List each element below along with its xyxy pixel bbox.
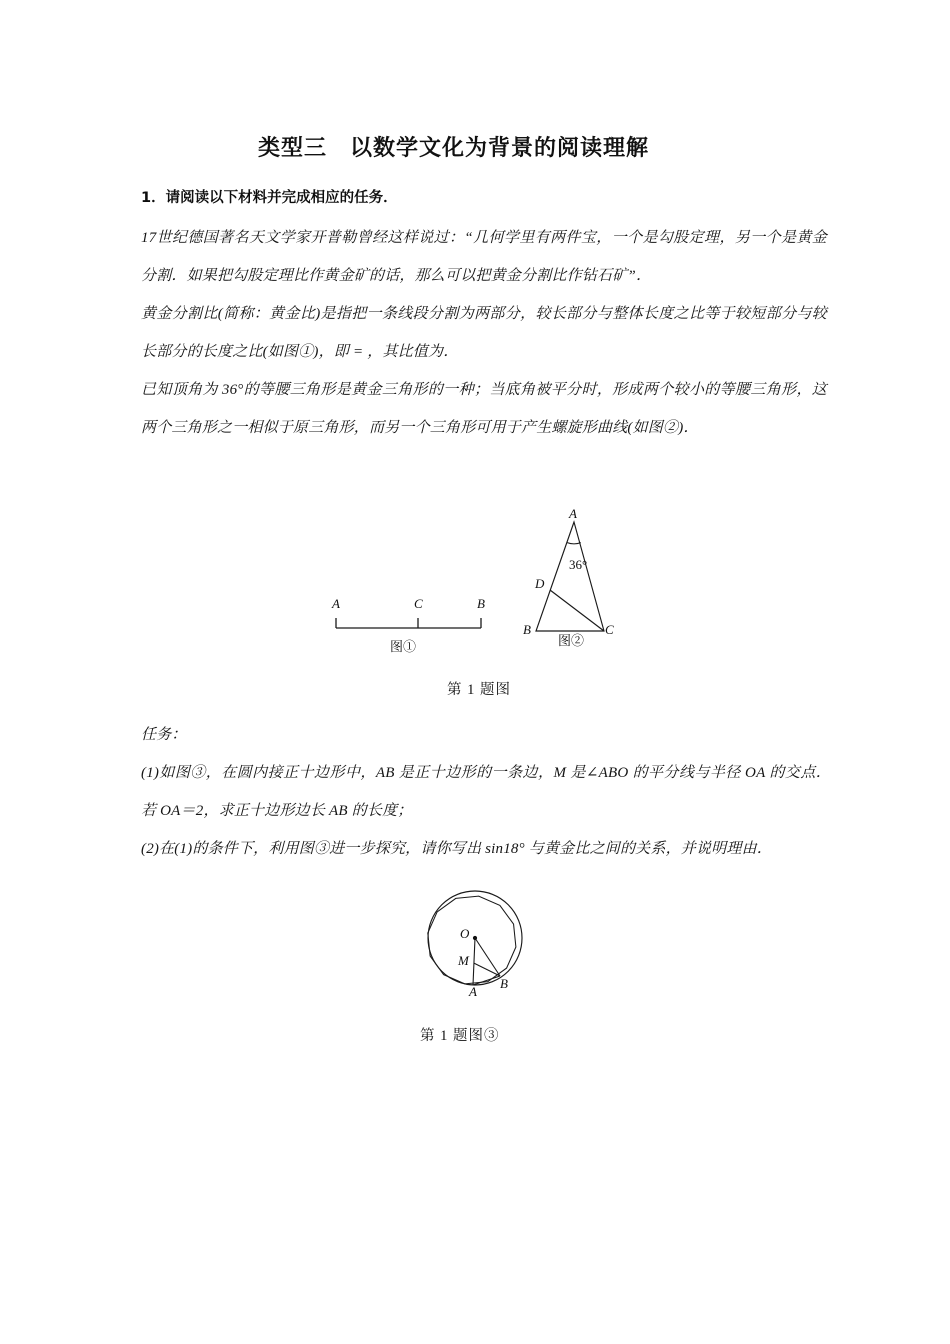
label-triangle-a: A: [569, 506, 577, 521]
figure2-caption: 图②: [558, 633, 585, 648]
triangle-abc: [536, 522, 604, 631]
label-angle-36: 36°: [569, 557, 588, 572]
task-item-1: (1)如图③，在圆内接正十边形中，AB 是正十边形的一条边，M 是∠ABO 的平分线与半径 OA 的交点．若 OA＝2，求正十边形边长 AB 的长度；: [141, 765, 831, 819]
task-item-2: (2)在(1)的条件下，利用图③进一步探究，请你写出 sin18° 与黄金比之间的关系，并说明理由．: [141, 841, 772, 857]
tasks-heading: 任务：: [141, 727, 187, 743]
figure-decagon-svg: [418, 884, 536, 1004]
label-decagon-b: B: [500, 976, 508, 991]
figure-decagon: [418, 884, 536, 1004]
center-point-o: [473, 936, 477, 940]
figure1-caption: 图①: [390, 639, 417, 654]
label-center-o: O: [460, 926, 470, 941]
label-point-b: B: [477, 596, 485, 611]
figure3-caption: 第 1 题图③: [420, 1028, 500, 1044]
label-triangle-d: D: [535, 576, 545, 591]
passage-paragraph-1: 17世纪德国著名天文学家开普勒曾经这样说过：“几何学里有两件宝，一个是勾股定理，另一个是黄金分割．如果把勾股定理比作黄金矿的话，那么可以把黄金分割比作钻石矿”．: [141, 230, 827, 284]
page-title: 类型三 以数学文化为背景的阅读理解: [258, 136, 650, 161]
label-point-a: A: [332, 596, 340, 611]
label-triangle-b: B: [523, 622, 531, 637]
label-decagon-a: A: [469, 984, 477, 999]
figure-segment-acb: [330, 596, 495, 654]
label-point-c: C: [414, 596, 423, 611]
radius-oa: [473, 938, 475, 985]
segment-dc: [550, 590, 604, 631]
figure-group-caption: 第 1 题图: [447, 682, 511, 698]
passage-paragraph-2: 黄金分割比(简称：黄金比)是指把一条线段分割为两部分，较长部分与整体长度之比等于较短部分与较长部分的长度之比(如图①)，即 = ，其比值为．: [141, 306, 827, 360]
passage-paragraph-3: 已知顶角为 36°的等腰三角形是黄金三角形的一种；当底角被平分时，形成两个较小的等腰三角形，这两个三角形之一相似于原三角形，而另一个三角形可用于产生螺旋形曲线(如图②)．: [141, 382, 827, 436]
passage-block: [141, 183, 827, 447]
angle-arc-36: [567, 543, 581, 544]
label-triangle-c: C: [605, 622, 614, 637]
tasks-block: [141, 716, 831, 868]
label-point-m: M: [458, 953, 469, 968]
question-lead: 1．请阅读以下材料并完成相应的任务．: [141, 190, 398, 206]
figure-golden-triangle: [512, 508, 632, 648]
